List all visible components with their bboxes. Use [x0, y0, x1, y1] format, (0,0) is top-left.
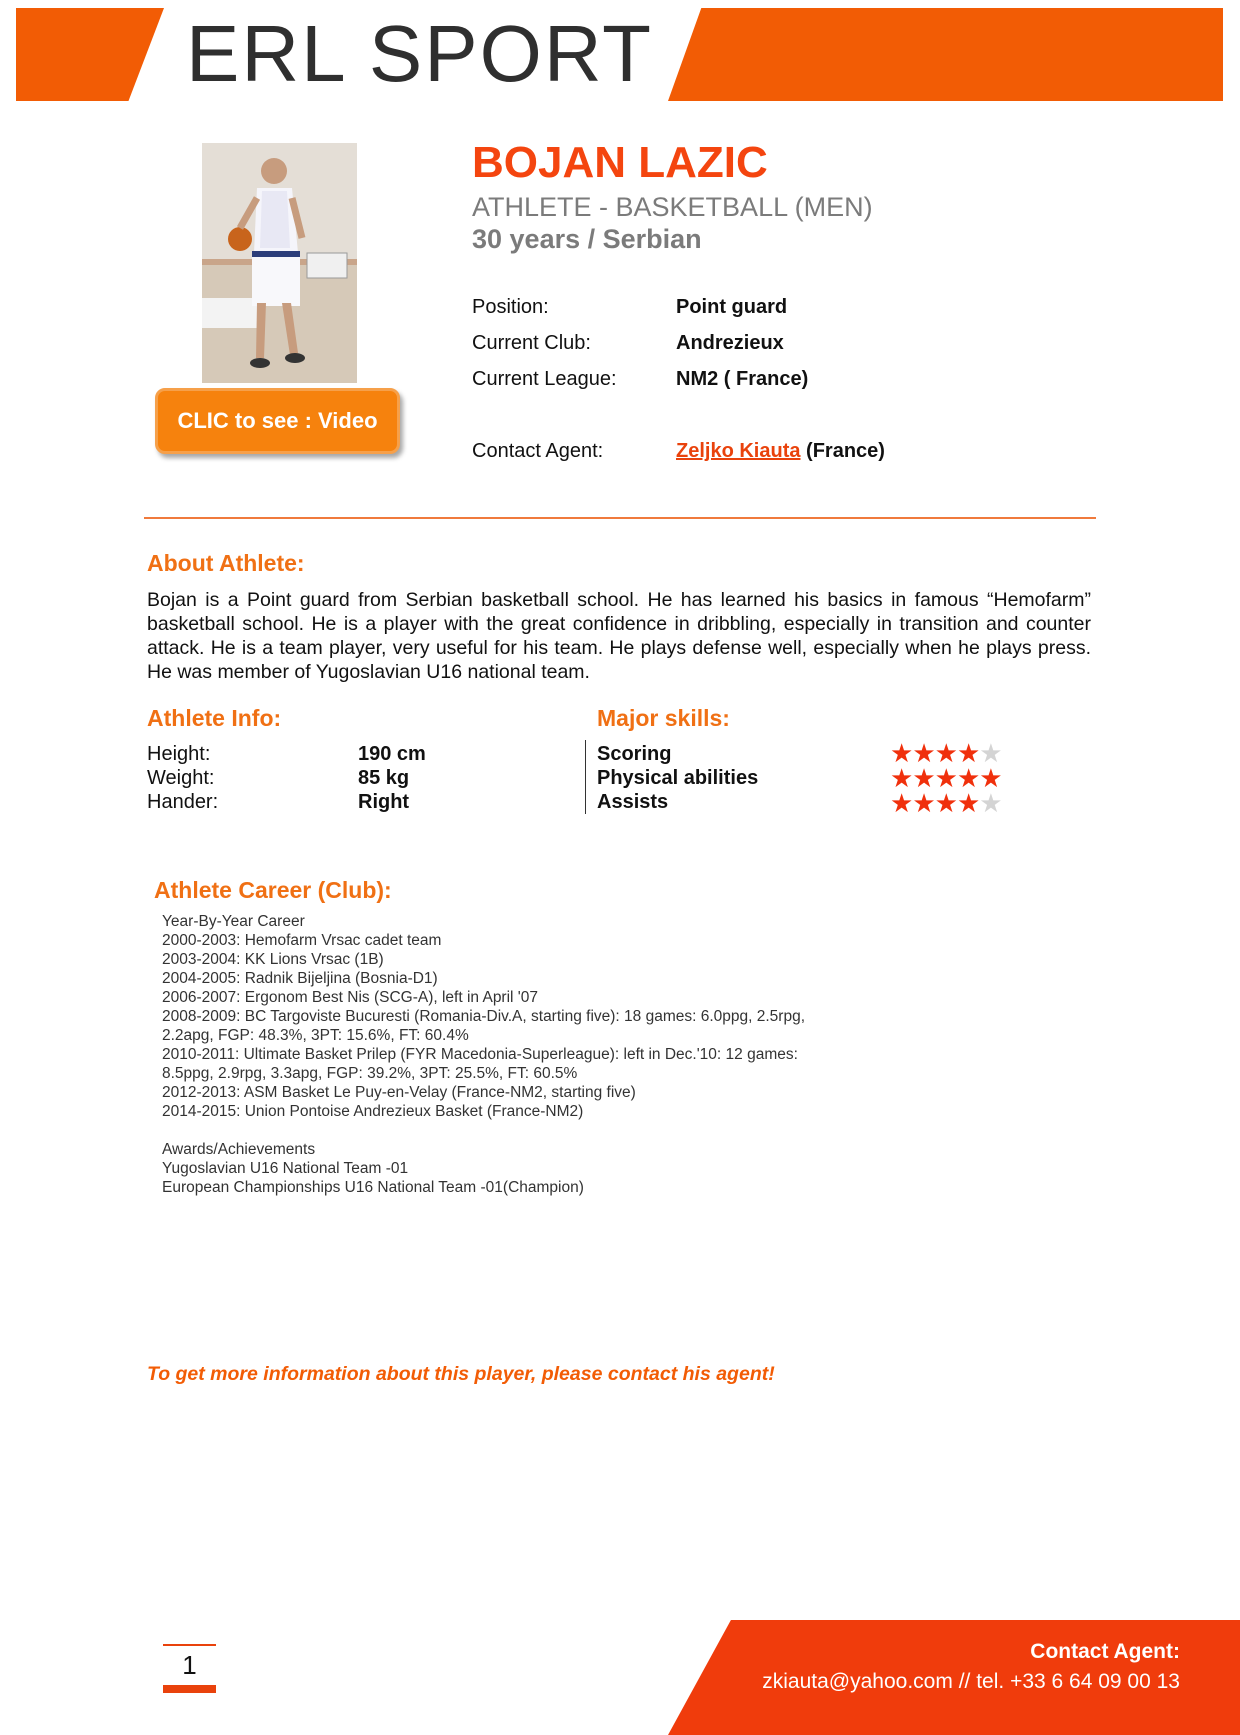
info-label-hander: Hander:: [147, 791, 219, 813]
section-divider: [144, 517, 1096, 519]
about-text: Bojan is a Point guard from Serbian basketball school. He has learned his basics in famous “Hemofarm” basketball school. He is a player with the great confidence in dribbling, especially in transition and counter attack. He is a team player, very useful for his team. He plays defense well, especially when he plays press. He was member of Yugoslavian U16 national team.: [147, 589, 1091, 683]
video-button[interactable]: CLIC to see : Video: [155, 388, 400, 454]
about-heading: About Athlete:: [147, 550, 305, 576]
league-label: Current League:: [472, 368, 617, 390]
star-filled-icon: ★: [890, 738, 913, 768]
skills-heading: Major skills:: [597, 705, 730, 731]
footer-phone-link[interactable]: +33 6 64 09 00 13: [1010, 1670, 1180, 1693]
footer-contact-title: Contact Agent:: [1030, 1640, 1180, 1663]
agent-country: (France): [806, 440, 885, 462]
page-number-rule-bottom: [163, 1685, 216, 1693]
info-heading: Athlete Info:: [147, 705, 282, 731]
info-label-weight: Weight:: [147, 767, 215, 789]
star-empty-icon: ★: [979, 788, 1002, 818]
athlete-name: BOJAN LAZIC: [472, 138, 768, 187]
info-value-hander: Right: [358, 791, 410, 813]
page-number-rule-top: [163, 1644, 216, 1646]
star-filled-icon: ★: [912, 763, 935, 793]
skill-rating-assists: [890, 790, 1002, 816]
star-filled-icon: ★: [912, 738, 935, 768]
club-value: Andrezieux: [676, 332, 784, 354]
header-banner-left: [16, 8, 164, 101]
info-value-height: 190 cm: [358, 743, 426, 765]
star-filled-icon: ★: [934, 738, 957, 768]
career-heading: Athlete Career (Club):: [154, 877, 392, 903]
footer-email-link[interactable]: zkiauta@yahoo.com: [762, 1670, 953, 1693]
star-filled-icon: ★: [934, 763, 957, 793]
page-number: 1: [182, 1650, 197, 1680]
star-empty-icon: ★: [979, 738, 1002, 768]
agent-contact: [676, 440, 885, 463]
athlete-role: ATHLETE - BASKETBALL (MEN): [472, 192, 873, 222]
star-filled-icon: ★: [890, 788, 913, 818]
club-label: Current Club:: [472, 332, 591, 354]
skill-label-physical: Physical abilities: [597, 767, 759, 789]
star-filled-icon: ★: [934, 788, 957, 818]
star-filled-icon: ★: [890, 763, 913, 793]
contact-cta: To get more information about this player, please contact his agent!: [147, 1363, 775, 1385]
info-value-weight: 85 kg: [358, 767, 410, 789]
header-banner-right: [668, 8, 1223, 101]
athlete-photo: [202, 143, 357, 383]
footer-tel-separator: // tel.: [958, 1670, 1005, 1693]
career-text: Year-By-Year Career 2000-2003: Hemofarm Vrsac cadet team 2003-2004: KK Lions Vrsac (1B) 2004-2005: Radnik Bijeljina (Bosnia-D1) 2006-2007: Ergonom Best Nis (SCG-A), left in April '07 2008-2009: BC Targoviste Bucuresti (Romania-Div.A, starting five): 18 games: 6.0ppg, 2.5rpg, 2.2apg, FGP: 48.3%, 3PT: 15.6%, FT: 60.4% 2010-2011: Ultimate Basket Prilep (FYR Macedonia-Superleague): left in Dec.'10: 12 games: 8.5ppg, 2.9rpg, 3.3apg, FGP: 39.2%, 3PT: 25.5%, FT: 60.5% 2012-2013: ASM Basket Le Puy-en-Velay (France-NM2, starting five) 2014-2015: Union Pontoise Andrezieux Basket (France-NM2) Awards/Achievements Yugoslavian U16 National Team -01 European Championships U16 National Team -01(Champion): [162, 913, 806, 1196]
star-filled-icon: ★: [912, 788, 935, 818]
info-label-height: Height:: [147, 743, 211, 765]
league-value: NM2 ( France): [676, 368, 809, 390]
agent-label: Contact Agent:: [472, 440, 604, 462]
info-skills-divider: [585, 740, 586, 814]
brand-logo: ERL SPORT: [186, 9, 654, 98]
skill-label-assists: Assists: [597, 791, 669, 813]
star-filled-icon: ★: [956, 788, 980, 818]
skill-label-scoring: Scoring: [597, 743, 672, 765]
position-value: Point guard: [676, 296, 788, 318]
star-filled-icon: ★: [956, 738, 980, 768]
athlete-age-nationality: 30 years / Serbian: [472, 224, 702, 254]
star-filled-icon: ★: [956, 763, 980, 793]
agent-name-link[interactable]: Zeljko Kiauta: [676, 440, 801, 462]
star-filled-icon: ★: [979, 763, 1002, 793]
position-label: Position:: [472, 296, 549, 318]
footer-contact-line: [762, 1670, 1180, 1694]
